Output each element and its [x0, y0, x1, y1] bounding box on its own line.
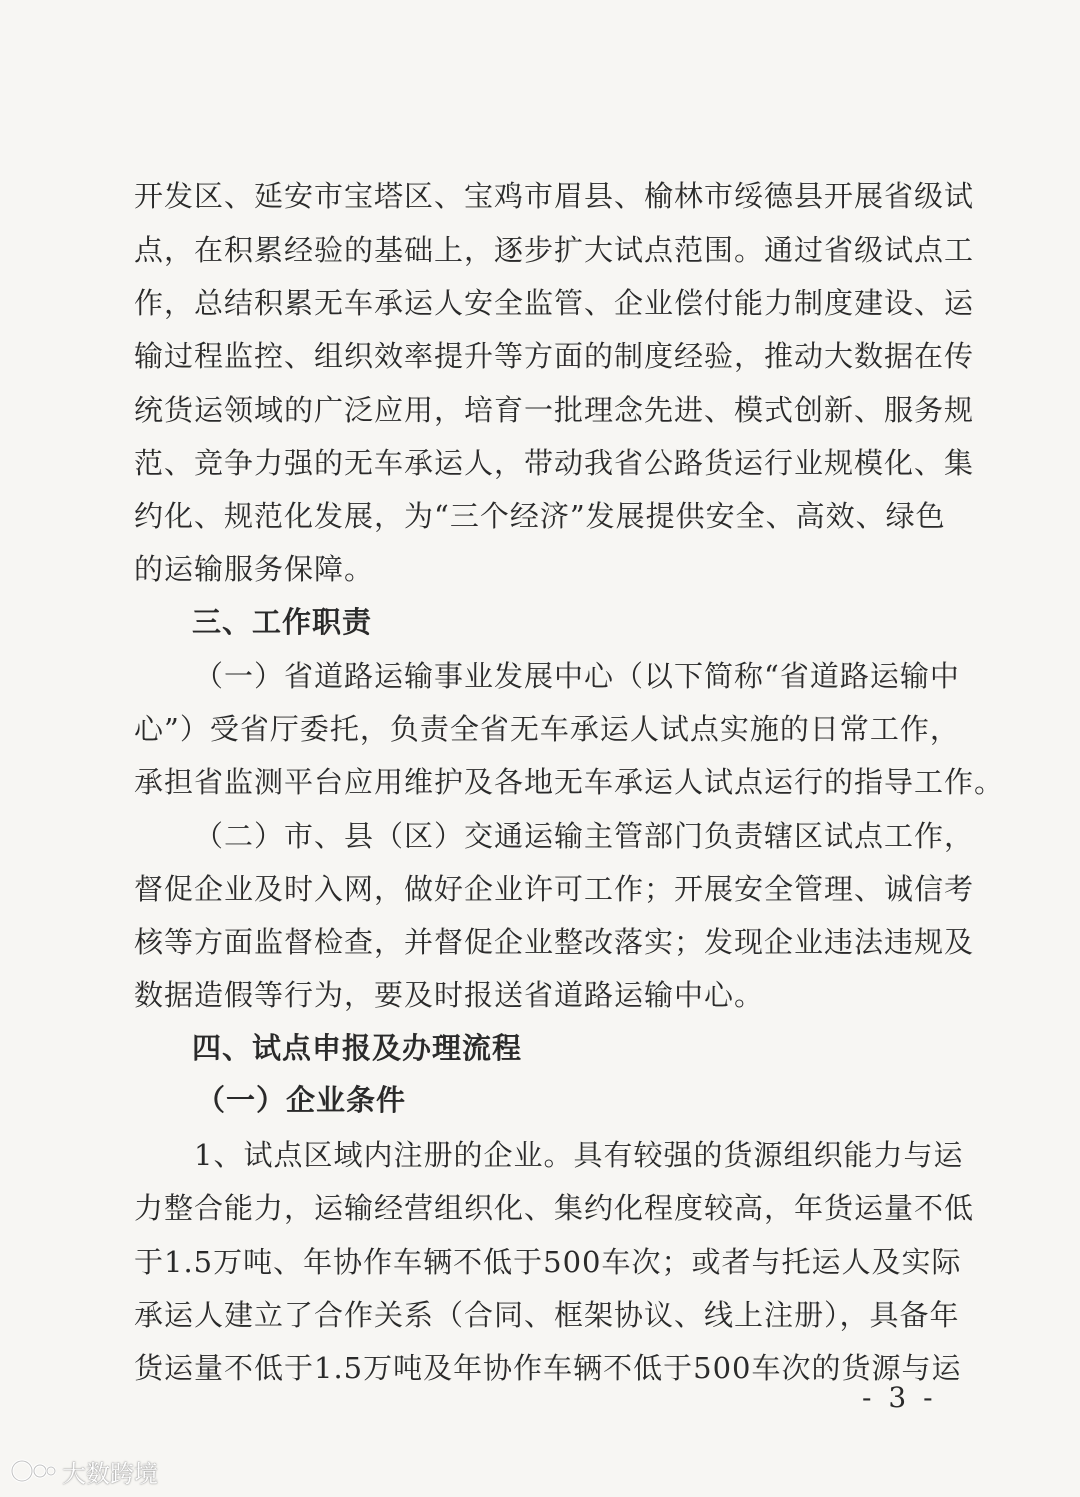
text-line: 开发区、延安市宝塔区、宝鸡市眉县、榆林市绥德县开展省级试: [134, 179, 975, 213]
text-line: 的运输服务保障。: [134, 552, 375, 586]
text-line: （一）省道路运输事业发展中心（以下简称“省道路运输中: [194, 659, 960, 693]
text-line: 督促企业及时入网，做好企业许可工作；开展安全管理、诚信考: [134, 872, 975, 906]
text-line: 于1.5万吨、年协作车辆不低于500车次；或者与托运人及实际: [134, 1245, 962, 1279]
text-line: 范、竞争力强的无车承运人，带动我省公路货运行业规模化、集: [134, 446, 975, 480]
text-line: 力整合能力，运输经营组织化、集约化程度较高，年货运量不低: [134, 1191, 975, 1225]
watermark-logo-icon: [10, 1458, 56, 1484]
text-line: 点，在积累经验的基础上，逐步扩大试点范围。通过省级试点工: [134, 233, 975, 267]
text-line: 约化、规范化发展，为“三个经济”发展提供安全、高效、绿色: [134, 499, 946, 533]
watermark-text: 大数跨境: [62, 1459, 158, 1488]
text-line: 心”）受省厅委托，负责全省无车承运人试点实施的日常工作，: [134, 712, 960, 746]
page-number: - 3 -: [862, 1381, 937, 1414]
text-line: 统货运领域的广泛应用，培育一批理念先进、模式创新、服务规: [134, 393, 975, 427]
text-line: 承运人建立了合作关系（合同、框架协议、线上注册），具备年: [134, 1298, 960, 1332]
subsection-heading: （一）企业条件: [196, 1083, 407, 1117]
section-heading: 三、工作职责: [192, 605, 373, 639]
text-line: 作，总结积累无车承运人安全监管、企业偿付能力制度建设、运: [134, 286, 975, 320]
text-line: 货运量不低于1.5万吨及年协作车辆不低于500车次的货源与运: [134, 1351, 962, 1385]
text-line: （二）市、县（区）交通运输主管部门负责辖区试点工作，: [194, 819, 975, 853]
section-heading: 四、试点申报及办理流程: [192, 1031, 523, 1065]
text-line: 承担省监测平台应用维护及各地无车承运人试点运行的指导工作。: [134, 765, 1005, 799]
text-line: 输过程监控、组织效率提升等方面的制度经验，推动大数据在传: [134, 339, 975, 373]
watermark: [10, 1456, 158, 1486]
text-line: 数据造假等行为，要及时报送省道路运输中心。: [134, 978, 765, 1012]
text-line: 1、试点区域内注册的企业。具有较强的货源组织能力与运: [194, 1138, 964, 1172]
text-line: 核等方面监督检查，并督促企业整改落实；发现企业违法违规及: [134, 925, 975, 959]
